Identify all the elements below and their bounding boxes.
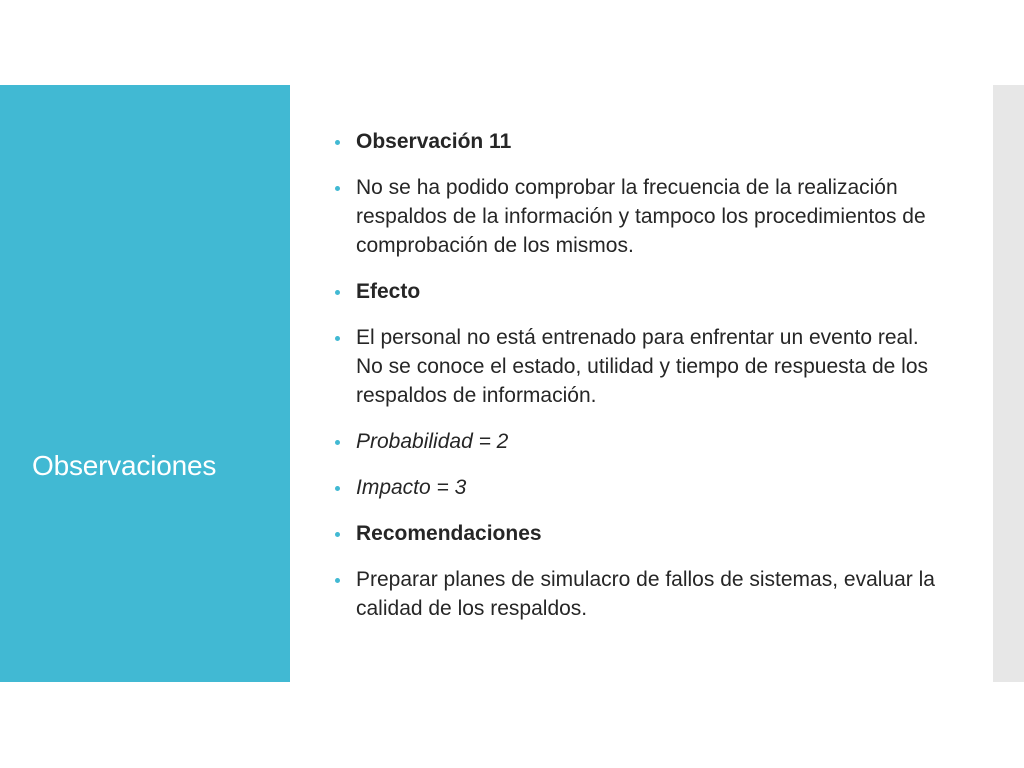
bullet-text: Observación 11 — [356, 130, 512, 153]
title-panel — [0, 85, 290, 682]
bullet-text: Recomendaciones — [356, 522, 542, 545]
bullet-item — [335, 277, 945, 306]
bullet-dot-icon — [335, 578, 340, 583]
slide-title: Observaciones — [32, 450, 217, 481]
bullet-item — [335, 323, 945, 410]
bullet-dot-icon — [335, 186, 340, 191]
bullet-dot-icon — [335, 336, 340, 341]
bullet-dot-icon — [335, 290, 340, 295]
right-side-strip — [993, 85, 1024, 682]
bullet-text: No se ha podido comprobar la frecuencia de la realización respaldos de la información y tampoco los procedimientos de comprobación de los mismos. — [356, 176, 926, 257]
bullet-item — [335, 565, 945, 623]
bullet-item — [335, 473, 945, 502]
bullet-dot-icon — [335, 486, 340, 491]
bullet-text: El personal no está entrenado para enfrentar un evento real. No se conoce el estado, utilidad y tiempo de respuesta de los respaldos de información. — [356, 326, 929, 407]
bullet-item — [335, 173, 945, 260]
bullet-text: Impacto = 3 — [356, 476, 467, 499]
bullet-item — [335, 127, 945, 156]
bullet-list — [335, 127, 945, 640]
bullet-item — [335, 519, 945, 548]
bullet-text: Probabilidad = 2 — [356, 430, 509, 453]
bullet-dot-icon — [335, 532, 340, 537]
bullet-text: Preparar planes de simulacro de fallos de sistemas, evaluar la calidad de los respaldos. — [356, 568, 935, 620]
bullet-item — [335, 427, 945, 456]
bullet-dot-icon — [335, 440, 340, 445]
bullet-text: Efecto — [356, 280, 421, 303]
bullet-dot-icon — [335, 140, 340, 145]
